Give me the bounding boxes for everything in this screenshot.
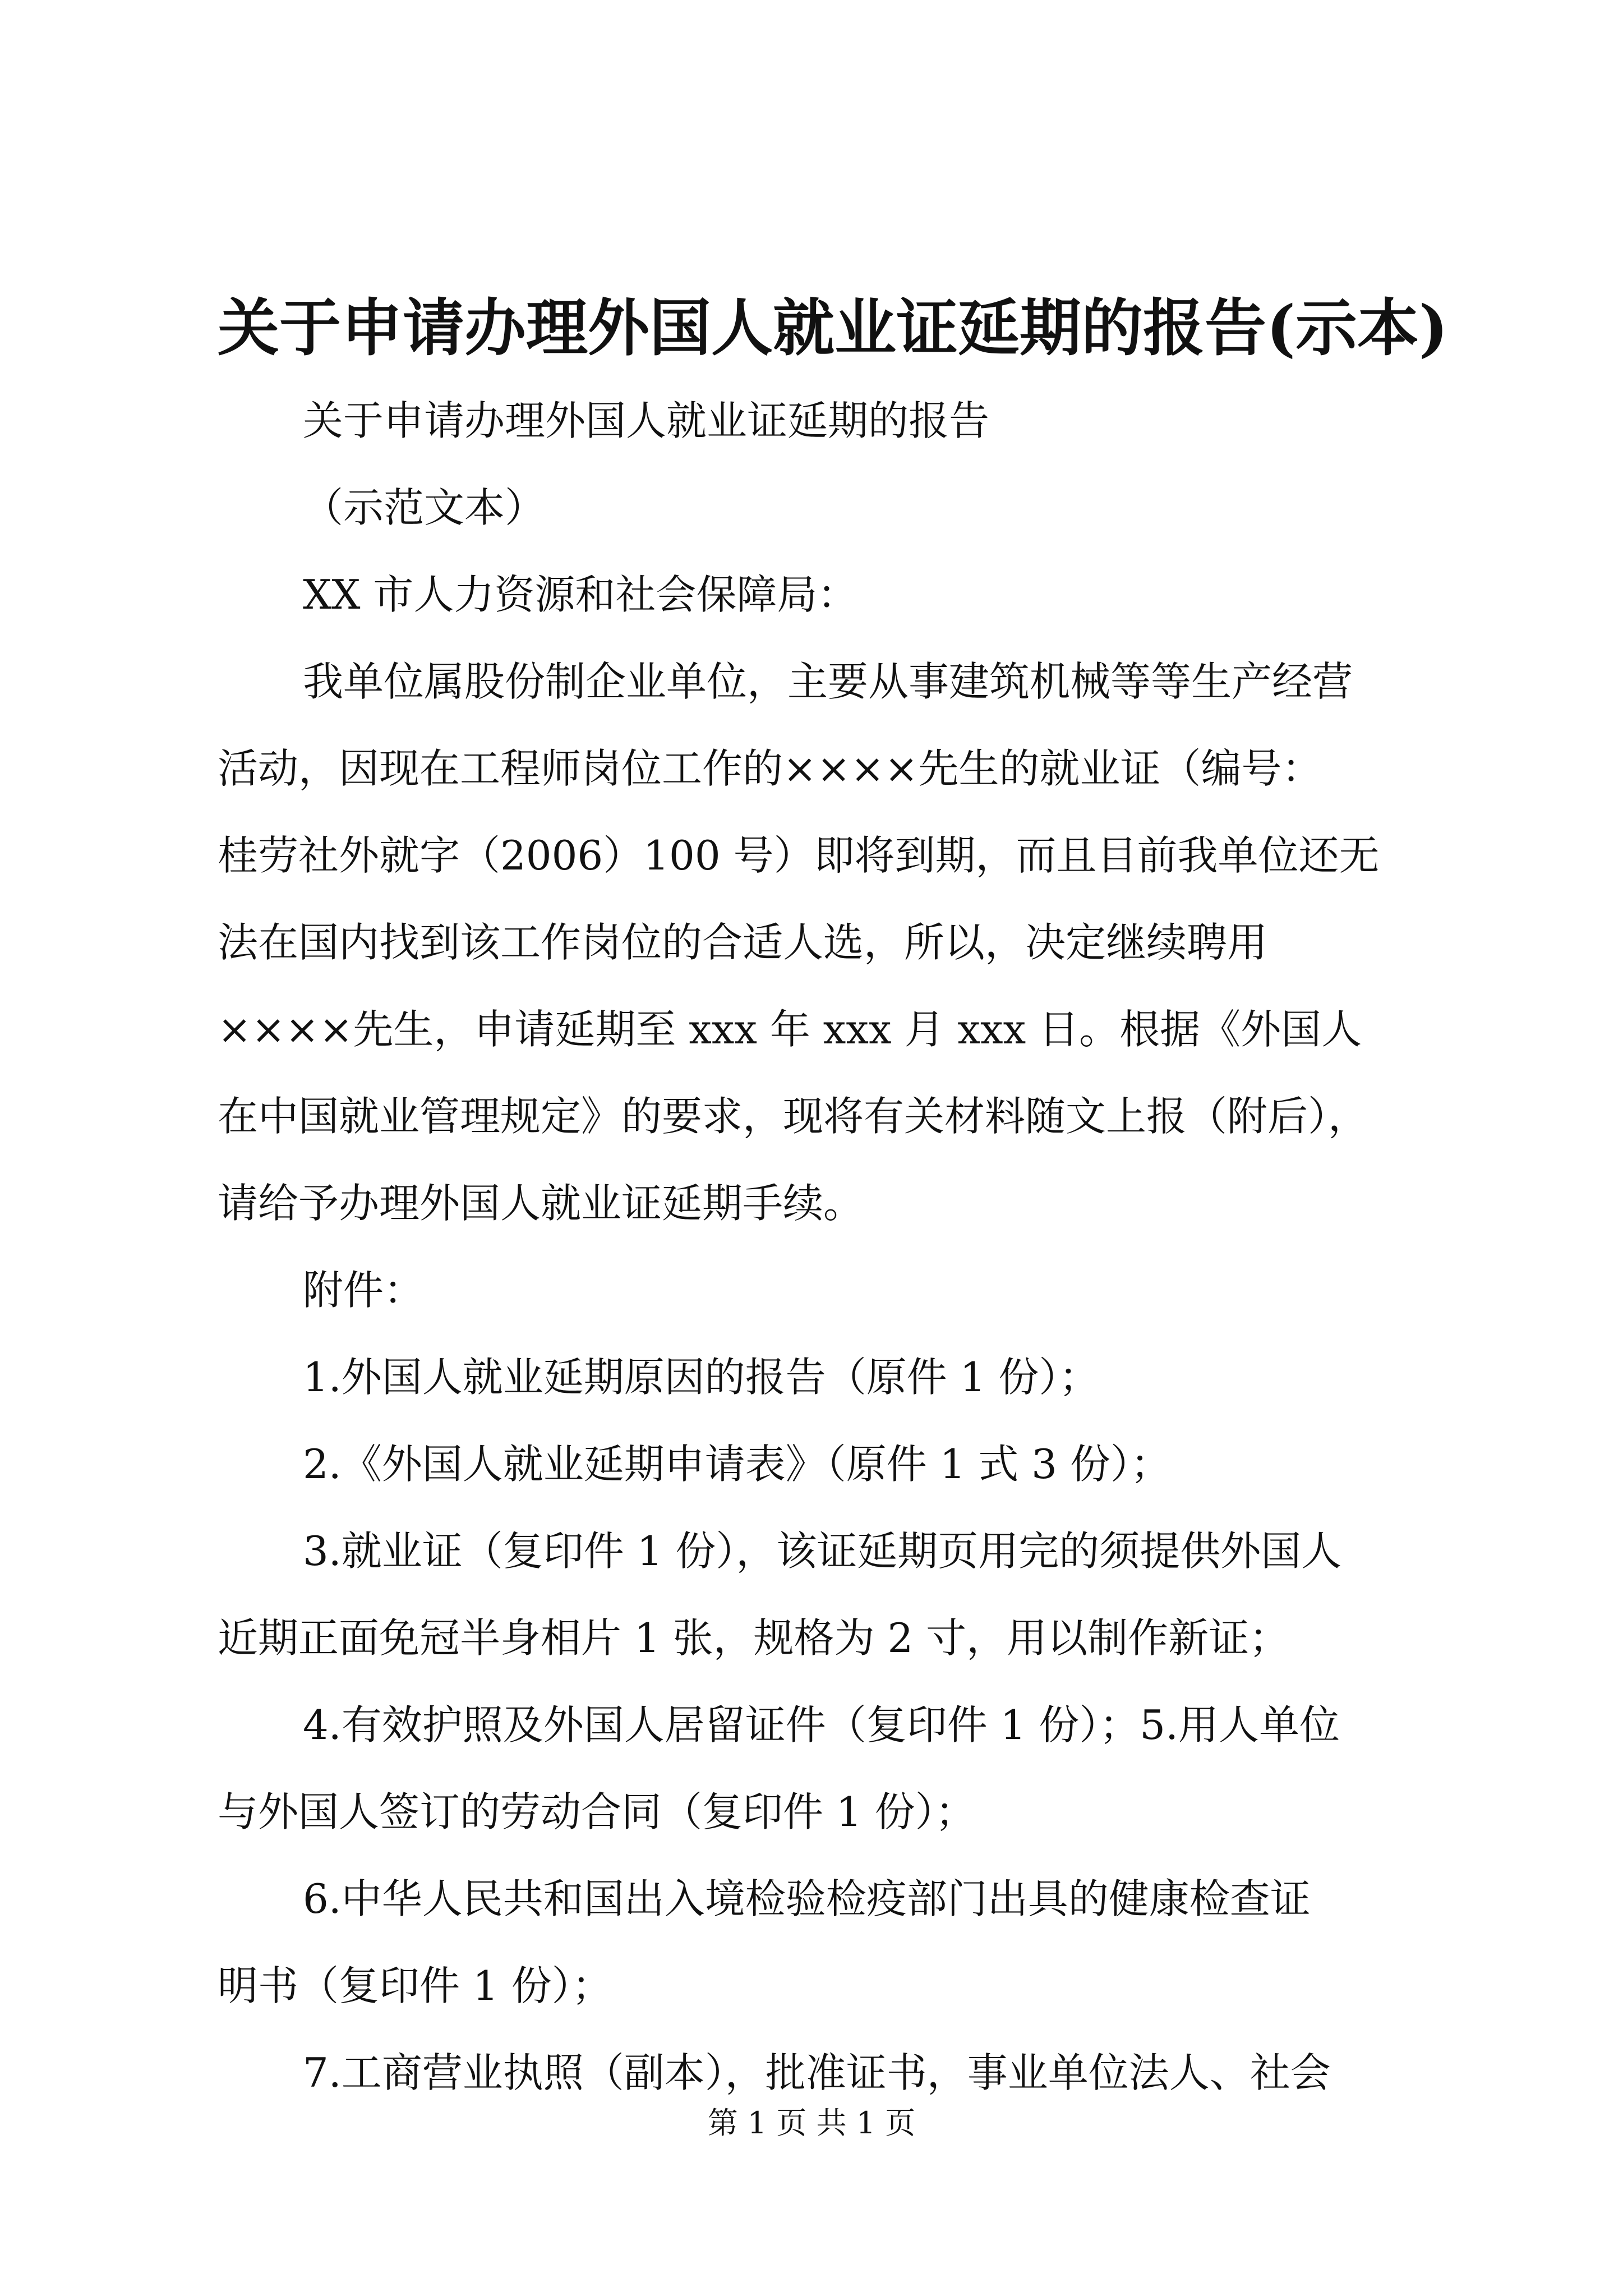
body-line: 活动，因现在工程师岗位工作的××××先生的就业证（编号： (218, 745, 1322, 792)
body-line: ××××先生，申请延期至 xxx 年 xxx 月 xxx 日。根据《外国人 (218, 1006, 1362, 1053)
body-line: 请给予办理外国人就业证延期手续。 (218, 1180, 864, 1227)
attachment-item-continued: 近期正面免冠半身相片 1 张，规格为 2 寸，用以制作新证； (218, 1614, 1290, 1662)
attachment-item: 2.《外国人就业延期申请表》（原件 1 式 3 份）； (303, 1441, 1171, 1488)
addressee-line: XX 市人力资源和社会保障局： (303, 571, 858, 618)
attachment-item-continued: 与外国人签订的劳动合同（复印件 1 份）； (218, 1788, 976, 1835)
body-line: 我单位属股份制企业单位，主要从事建筑机械等等生产经营 (303, 658, 1353, 705)
attachment-item: 7.工商营业执照（副本），批准证书，事业单位法人、社会 (303, 2049, 1331, 2096)
attachments-heading: 附件： (303, 1267, 425, 1314)
body-line: 桂劳社外就字（2006）100 号）即将到期，而且目前我单位还无 (218, 832, 1380, 879)
body-line: 法在国内找到该工作岗位的合适人选，所以，决定继续聘用 (218, 919, 1268, 966)
attachment-item-continued: 明书（复印件 1 份）； (218, 1962, 612, 2009)
document-title: 关于申请办理外国人就业证延期的报告(示本) (218, 292, 1449, 364)
subtitle-line: 关于申请办理外国人就业证延期的报告 (303, 397, 990, 444)
page-footer: 第 1 页 共 1 页 (707, 2105, 916, 2141)
sample-note-line: （示范文本） (303, 484, 546, 531)
body-line: 在中国就业管理规定》的要求，现将有关材料随文上报（附后）， (218, 1093, 1369, 1140)
attachment-item: 3.就业证（复印件 1 份），该证延期页用完的须提供外国人 (303, 1527, 1342, 1575)
attachment-item: 6.中华人民共和国出入境检验检疫部门出具的健康检查证 (303, 1875, 1311, 1922)
attachment-item: 4.有效护照及外国人居留证件（复印件 1 份）；5.用人单位 (303, 1701, 1340, 1749)
attachment-item: 1.外国人就业延期原因的报告（原件 1 份）； (303, 1354, 1100, 1401)
